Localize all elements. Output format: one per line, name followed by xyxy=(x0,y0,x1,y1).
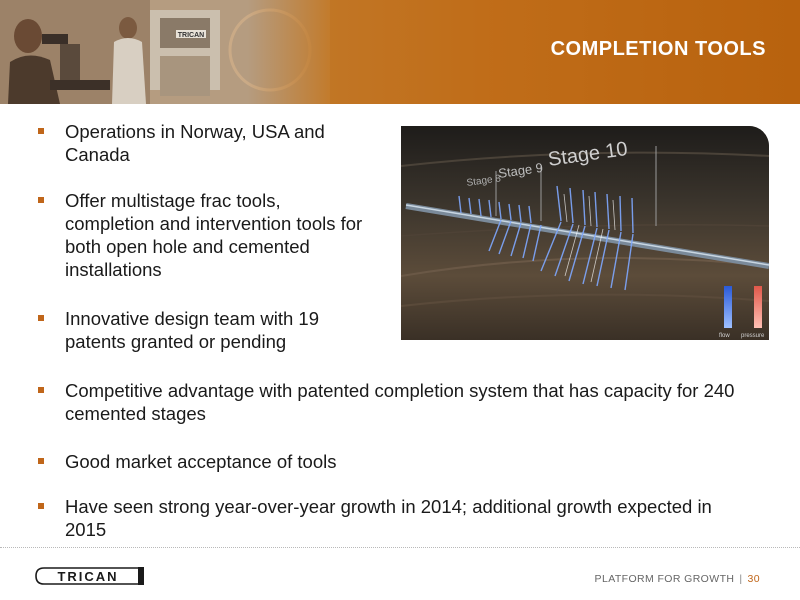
bullet-text: Have seen strong year-over-year growth in 2014; additional growth expected in 2015 xyxy=(65,496,712,540)
bullet-item xyxy=(38,120,358,166)
flow-legend-label: flow xyxy=(719,333,730,339)
bullet-item xyxy=(38,450,748,473)
trican-logo xyxy=(34,566,146,586)
header-banner xyxy=(0,0,800,104)
bullet-marker xyxy=(38,387,44,393)
bullet-item xyxy=(38,495,758,541)
footer-separator: | xyxy=(739,573,743,585)
bullet-text: Offer multistage frac tools, completion and intervention tools for both open hole and cemented installations xyxy=(65,190,363,280)
footer-divider xyxy=(0,547,800,548)
bullet-marker xyxy=(38,315,44,321)
footer-tagline-text: PLATFORM FOR GROWTH xyxy=(594,573,735,585)
footer-logo-text: TRICAN xyxy=(57,569,119,584)
bullet-marker xyxy=(38,458,44,464)
pressure-legend-label: pressure xyxy=(741,333,765,339)
bullet-text: Innovative design team with 19 patents granted or pending xyxy=(65,308,320,352)
bullet-item xyxy=(38,307,368,353)
page-title: COMPLETION TOOLS xyxy=(550,38,766,60)
frac-stages-illustration xyxy=(401,126,769,340)
bullet-text: Good market acceptance of tools xyxy=(65,451,337,472)
flow-legend-bar xyxy=(724,286,732,328)
bullet-marker xyxy=(38,503,44,509)
stage-9-label: Stage 9 xyxy=(497,159,544,181)
page-number: 30 xyxy=(747,573,760,585)
bullet-text: Operations in Norway, USA and Canada xyxy=(65,121,325,165)
stage-10-label: Stage 10 xyxy=(546,138,629,171)
footer-tagline xyxy=(595,573,760,585)
pressure-legend-bar xyxy=(754,286,762,328)
bullet-text: Competitive advantage with patented completion system that has capacity for 240 cemented stages xyxy=(65,380,735,424)
stage-8-label: Stage 8 xyxy=(465,173,502,189)
bullet-item xyxy=(38,189,368,281)
header-lab-photo xyxy=(0,0,330,104)
bullet-marker xyxy=(38,197,44,203)
bullet-item xyxy=(38,379,748,425)
bullet-marker xyxy=(38,128,44,134)
frac-illustration-svg xyxy=(401,126,769,340)
